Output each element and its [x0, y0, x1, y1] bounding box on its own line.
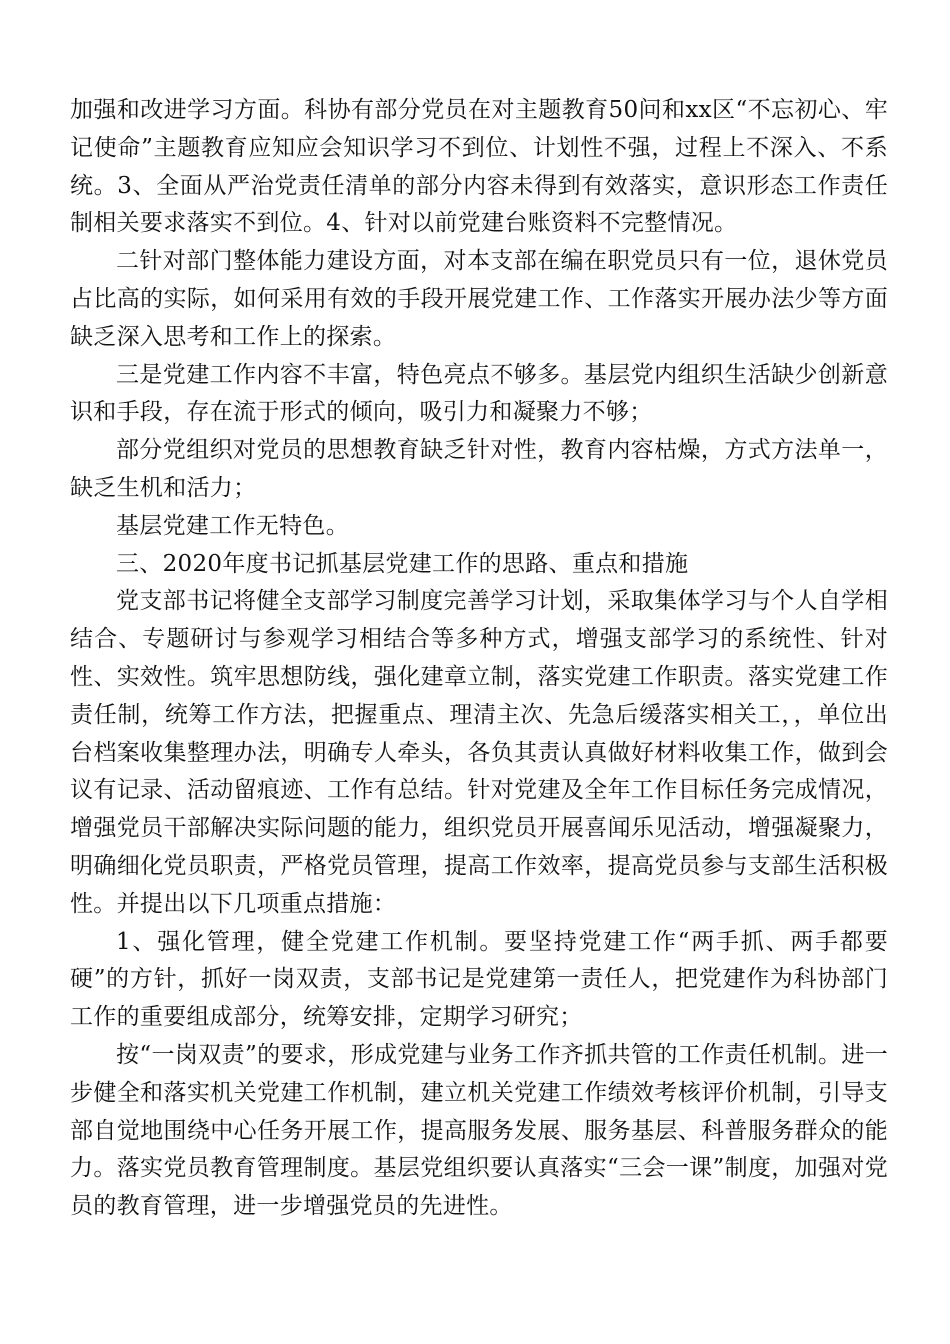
paragraph-secretary-plan: 党支部书记将健全支部学习制度完善学习计划，采取集体学习与个人自学相结合、专题研讨与参观学习相结合等多种方式，增强支部学习的系统性、针对性、实效性。筑牢思想防线，强化建章立制，落实党建工作职责。落实党建工作责任制，统筹工作方法，把握重点、理清主次、先急后缓落实相关工，，单位出台档案收集整理办法，明确专人牵头，各负其责认真做好材料收集工作，做到会议有记录、活动留痕迹、工作有总结。针对党建及全年工作目标任务完成情况，增强党员干部解决实际问题的能力，组织党员开展喜闻乐见活动，增强凝聚力，明确细化党员职责，严格党员管理，提高工作效率，提高党员参与支部生活积极性。并提出以下几项重点措施： [70, 588, 888, 917]
document-body [70, 92, 888, 1226]
paragraph-dual-responsibility: 按“一岗双责”的要求，形成党建与业务工作齐抓共管的工作责任机制。进一步健全和落实机关党建工作机制，建立机关党建工作绩效考核评价机制，引导支部自觉地围绕中心任务开展工作，提高服务发展、服务基层、科普服务群众的能力。落实党员教育管理制度。基层党组织要认真落实“三会一课”制度，加强对党员的教育管理，进一步增强党员的先进性。 [70, 1041, 888, 1220]
paragraph-study-improvement: 加强和改进学习方面。科协有部分党员在对主题教育50问和xx区“不忘初心、牢记使命”主题教育应知应会知识学习不到位、计划性不强，过程上不深入、不系统。3、全面从严治党责任清单的部分内容未得到有效落实，意识形态工作责任制相关要求落实不到位。4、针对以前党建台账资料不完整情况。 [70, 97, 888, 237]
paragraph-no-features: 基层党建工作无特色。 [116, 512, 349, 539]
paragraph-department-capacity: 二针对部门整体能力建设方面，对本支部在编在职党员只有一位，退休党员占比高的实际，如何采用有效的手段开展党建工作、工作落实开展办法少等方面缺乏深入思考和工作上的探索。 [70, 248, 888, 350]
paragraph-ideological-education: 部分党组织对党员的思想教育缺乏针对性，教育内容枯燥，方式方法单一，缺乏生机和活力； [70, 437, 888, 501]
paragraph-measure-1: 1、强化管理，健全党建工作机制。要坚持党建工作“两手抓、两手都要硬”的方针，抓好一岗双责，支部书记是党建第一责任人，把党建作为科协部门工作的重要组成部分，统筹安排，定期学习研究； [70, 928, 888, 1031]
paragraph-content-richness: 三是党建工作内容不丰富，特色亮点不够多。基层党内组织生活缺少创新意识和手段，存在流于形式的倾向，吸引力和凝聚力不够； [70, 361, 888, 426]
section-heading-2020-plan: 三、2020年度书记抓基层党建工作的思路、重点和措施 [116, 550, 689, 577]
